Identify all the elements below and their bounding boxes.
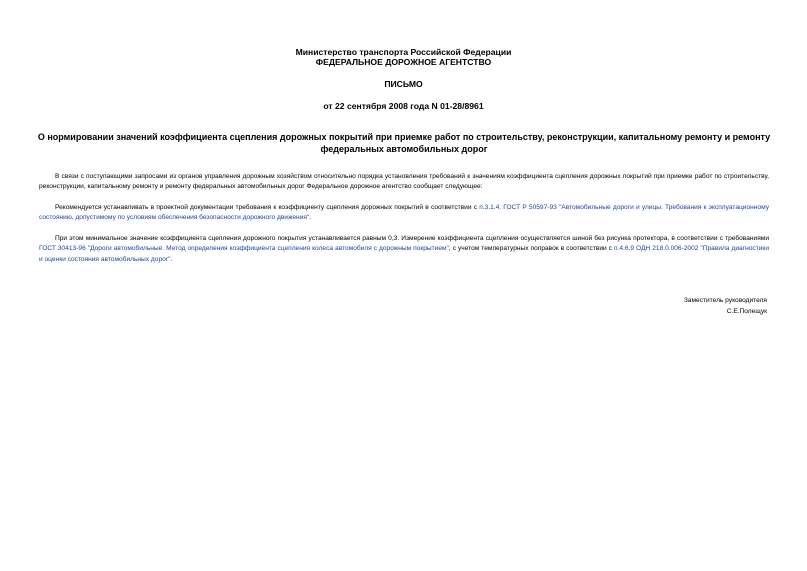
- paragraph-recommendation-text: Рекомендуется устанавливать в проектной документации требования к коэффициенту сцепления дорожных покрытий в соответствии с: [55, 204, 480, 211]
- gost-r-50597-93-link[interactable]: п.3.1.4. ГОСТ Р 50597-93 "Автомобильные дороги и улицы. Требования к эксплуатационному состоянию, допустимому по условиям обеспечения безопасности дорожного движения": [39, 204, 769, 222]
- document-subject: О нормировании значений коэффициента сцепления дорожных покрытий при приемке работ по строительству, реконструкции, капитальному ремонту и ремонту федеральных автомобильных дорог: [37, 132, 771, 154]
- odn-218-0-006-2002-link[interactable]: п.4.6.9 ОДН 218.0.006-2002 "Правила диагностики и оценки состояния автомобильных дорог": [39, 245, 769, 263]
- agency-title: ФЕДЕРАЛЬНОЕ ДОРОЖНОЕ АГЕНТСТВО: [315, 57, 492, 67]
- signatory-name: С.Е.Полещук: [726, 308, 767, 315]
- document-date-number: от 22 сентября 2008 года N 01-28/8961: [323, 101, 484, 111]
- signatory-title: Заместитель руководителя: [683, 297, 767, 304]
- paragraph-intro: [39, 172, 769, 193]
- ministry-title: Министерство транспорта Российской Федерации: [295, 47, 512, 57]
- paragraph-intro-text: В связи с поступающими запросами из органов управления дорожным хозяйством относительно порядка установления требований к значениям коэффициента сцепления дорожных покрытий при приемке работ по строительству, реконструкции, капитальному ремонту и ремонту федеральных автомобильных дорог Федеральное дорожное агентство сообщает следующее:: [39, 173, 769, 191]
- gost-30413-96-link[interactable]: ГОСТ 30413-96 "Дороги автомобильные. Метод определения коэффициента сцепления колеса автомобиля с дорожным покрытием": [39, 245, 449, 253]
- paragraph-minimum-middle: , с учетом температурных поправок в соответствии с: [448, 245, 614, 253]
- paragraph-minimum-text: При этом минимальное значение коэффициента сцепления дорожного покрытия устанавливается равным 0,3. Измерение коэффициента сцепления осуществляется шиной без рисунка протектора, в соответствии с требованиями: [55, 235, 769, 242]
- paragraph-recommendation: [39, 203, 769, 224]
- paragraph-minimum-end: .: [170, 255, 173, 263]
- paragraph-minimum-value: [39, 234, 769, 265]
- paragraph-recommendation-end: .: [309, 214, 312, 222]
- document-type: ПИСЬМО: [384, 79, 423, 89]
